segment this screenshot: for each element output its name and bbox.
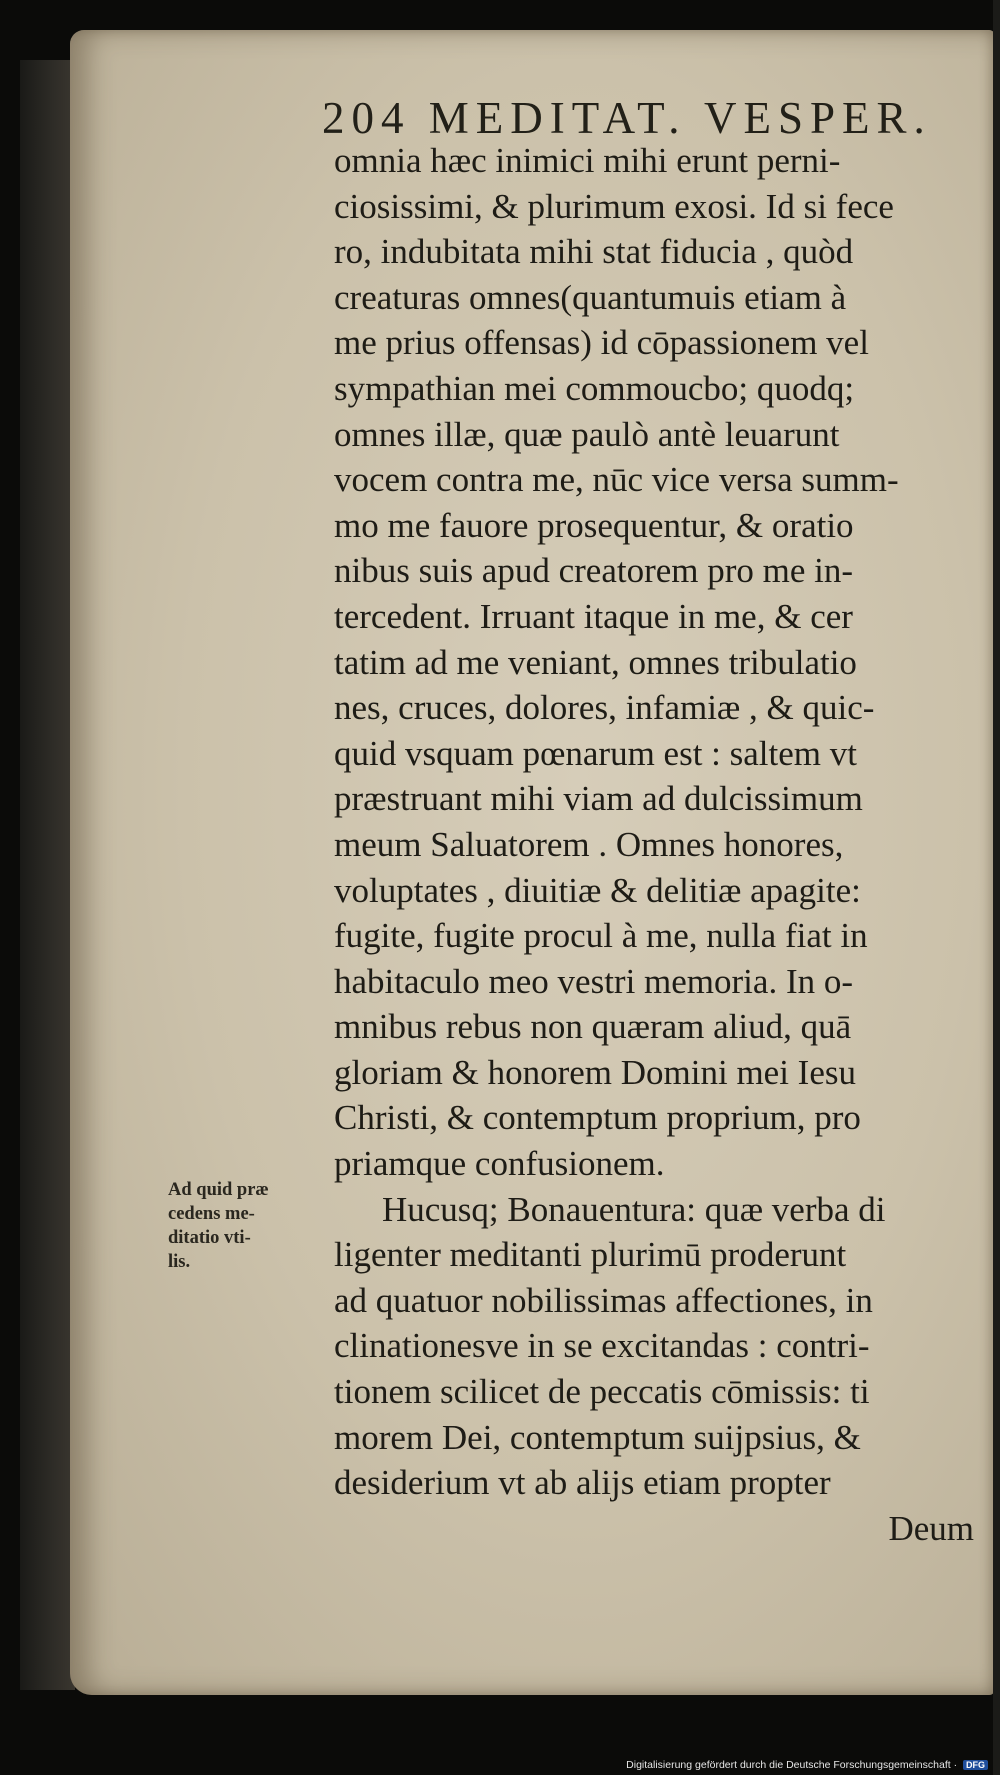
text-line: tatim ad me veniant, omnes tribulatio <box>334 642 857 682</box>
marginal-note <box>168 1178 326 1274</box>
text-line: omnes illæ, quæ paulò antè leuarunt <box>334 414 840 454</box>
text-line: ligenter meditanti plurimū proderunt <box>334 1235 847 1275</box>
text-line: vocem contra me, nūc vice versa summ- <box>334 460 899 500</box>
text-line: voluptates , diuitiæ & delitiæ apagite: <box>334 870 861 910</box>
text-line: clinationesve in se excitandas : contri- <box>334 1326 870 1366</box>
text-line: tionem scilicet de peccatis cōmissis: ti <box>334 1372 870 1412</box>
body-text <box>334 138 974 1551</box>
dfg-logo-icon: DFG <box>963 1760 988 1770</box>
running-head: 204 MEDITAT. VESPER. <box>322 93 932 143</box>
text-line: mnibus rebus non quæram aliud, quā <box>334 1007 852 1047</box>
text-line: mo me fauore prosequentur, & oratio <box>334 505 854 545</box>
text-line: morem Dei, contemptum suijpsius, & <box>334 1417 861 1457</box>
text-line: priamque confusionem. <box>334 1144 665 1184</box>
text-line: omnia hæc inimici mihi erunt perni- <box>334 141 841 180</box>
text-line: tercedent. Irruant itaque in me, & cer <box>334 596 853 636</box>
page-edge <box>993 0 1000 1775</box>
marginal-note-line: Ad quid præ <box>168 1180 269 1200</box>
book-spine <box>20 60 75 1690</box>
text-line: ciosissimi, & plurimum exosi. Id si fece <box>334 186 894 226</box>
credit-text: Digitalisierung gefördert durch die Deutsche Forschungsgemeinschaft · <box>626 1759 958 1771</box>
text-line: quid vsquam pœnarum est : saltem vt <box>334 733 857 773</box>
text-line: desiderium vt ab alijs etiam propter <box>334 1463 831 1503</box>
text-line: nes, cruces, dolores, infamiæ , & quic- <box>334 688 875 728</box>
text-line: Christi, & contemptum proprium, pro <box>334 1098 861 1138</box>
text-line: ad quatuor nobilissimas affectiones, in <box>334 1280 873 1320</box>
text-line: me prius offensas) id cōpassionem vel <box>334 323 869 363</box>
marginal-note-line: ditatio vti- <box>168 1228 251 1248</box>
text-line: habitaculo meo vestri memoria. In o- <box>334 961 854 1001</box>
text-line: ro, indubitata mihi stat fiducia , quòd <box>334 232 854 272</box>
marginal-note-line: lis. <box>168 1252 191 1272</box>
marginal-note-line: cedens me- <box>168 1204 255 1224</box>
text-line: fugite, fugite procul à me, nulla fiat in <box>334 916 868 956</box>
text-line: sympathian mei commoucbo; quodq; <box>334 368 855 408</box>
paragraph-start-line: Hucusq; Bonauentura: quæ verba di <box>382 1189 886 1229</box>
text-line: creaturas omnes(quantumuis etiam à <box>334 277 847 317</box>
text-line: præstruant mihi viam ad dulcissimum <box>334 779 863 819</box>
digitization-credit <box>626 1759 988 1771</box>
text-line: gloriam & honorem Domini mei Iesu <box>334 1052 856 1092</box>
text-line: nibus suis apud creatorem pro me in- <box>334 551 854 591</box>
text-line: meum Saluatorem . Omnes honores, <box>334 824 844 864</box>
catchword: Deum <box>888 1508 974 1548</box>
